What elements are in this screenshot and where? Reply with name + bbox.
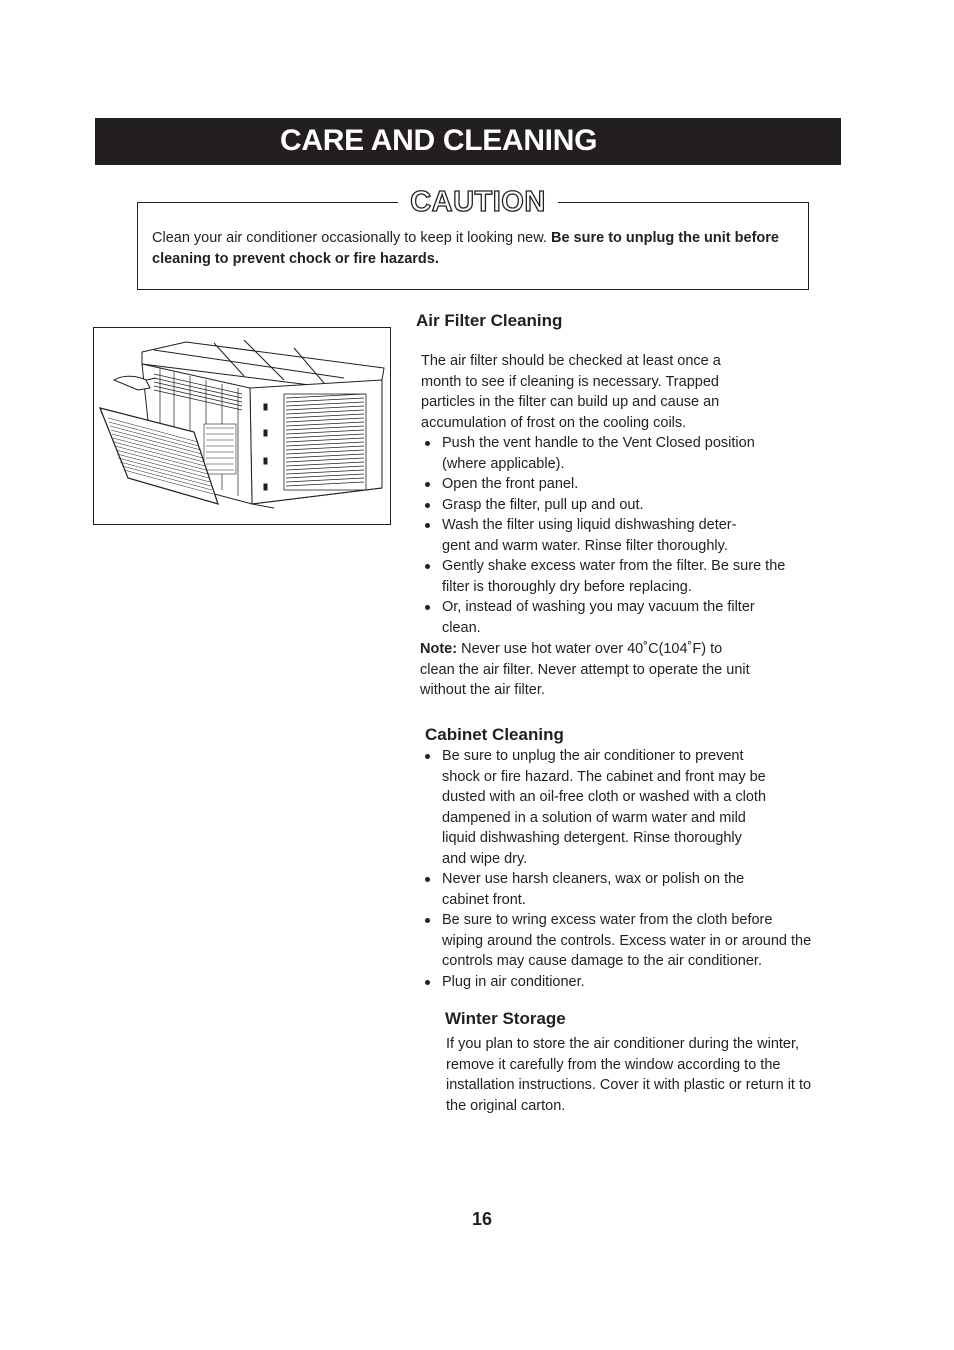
cabinet-heading: Cabinet Cleaning bbox=[425, 725, 564, 744]
air-filter-heading: Air Filter Cleaning bbox=[416, 311, 563, 330]
air-filter-steps bbox=[421, 433, 786, 638]
air-conditioner-open-panel-icon bbox=[94, 328, 390, 524]
note-label: Note: bbox=[420, 641, 458, 657]
list-item: Push the vent handle to the Vent Closed position (where applicable). bbox=[421, 433, 781, 474]
list-item: Be sure to unplug the air conditioner to prevent shock or fire hazard. The cabinet and front may be dusted with an oil-free cloth or washed with a cloth dampened in a solution of warm water and mild liquid dishwashing detergent. Rinse thoroughly and wipe dry. bbox=[421, 746, 767, 869]
bullet-icon bbox=[425, 441, 430, 446]
caution-text bbox=[152, 228, 802, 270]
bullet-icon bbox=[425, 754, 430, 759]
bullet-icon bbox=[425, 482, 430, 487]
page-title: CARE AND CLEANING bbox=[280, 124, 598, 157]
caution-text-bold: Be sure to unplug the unit before cleaning to prevent chock or fire hazards. bbox=[152, 230, 779, 267]
bullet-icon bbox=[425, 877, 430, 882]
winter-storage-heading: Winter Storage bbox=[445, 1009, 566, 1028]
air-filter-intro: The air filter should be checked at least once a month to see if cleaning is necessary. Trapped particles in the filter can build up and cause an accumulation of frost on the cooling coils. bbox=[421, 353, 721, 431]
bullet-icon bbox=[425, 503, 430, 508]
list-item: Wash the filter using liquid dishwashing deter-gent and warm water. Rinse filter thoroughly. bbox=[421, 515, 762, 556]
list-item: Gently shake excess water from the filter. Be sure the filter is thoroughly dry before replacing. bbox=[421, 556, 792, 597]
bullet-icon bbox=[425, 980, 430, 985]
page-number: 16 bbox=[472, 1209, 493, 1229]
list-item: Or, instead of washing you may vacuum the filter clean. bbox=[421, 597, 762, 638]
list-item: Open the front panel. bbox=[421, 474, 781, 495]
list-item: Grasp the filter, pull up and out. bbox=[421, 495, 781, 516]
bullet-icon bbox=[425, 564, 430, 569]
list-item: Be sure to wring excess water from the cloth before wiping around the controls. Excess water in or around the controls may cause damage to the air conditioner. bbox=[421, 910, 813, 972]
air-filter-note bbox=[420, 639, 750, 701]
winter-storage-text: If you plan to store the air conditioner during the winter, remove it carefully from the window according to the installation instructions. Cover it with plastic or return it to the original carton. bbox=[446, 1036, 812, 1114]
caution-text-normal: Clean your air conditioner occasionally to keep it looking new. bbox=[152, 230, 551, 246]
list-item: Never use harsh cleaners, wax or polish on the cabinet front. bbox=[421, 869, 782, 910]
caution-title: CAUTION bbox=[398, 184, 558, 220]
bullet-icon bbox=[425, 605, 430, 610]
note-text: Never use hot water over 40˚C(104˚F) to clean the air filter. Never attempt to operate the unit without the air filter. bbox=[420, 641, 750, 698]
cabinet-steps bbox=[421, 746, 813, 992]
list-item: Plug in air conditioner. bbox=[421, 972, 813, 993]
section-header-bar bbox=[95, 118, 841, 165]
bullet-icon bbox=[425, 523, 430, 528]
bullet-icon bbox=[425, 918, 430, 923]
air-conditioner-illustration bbox=[93, 327, 391, 525]
